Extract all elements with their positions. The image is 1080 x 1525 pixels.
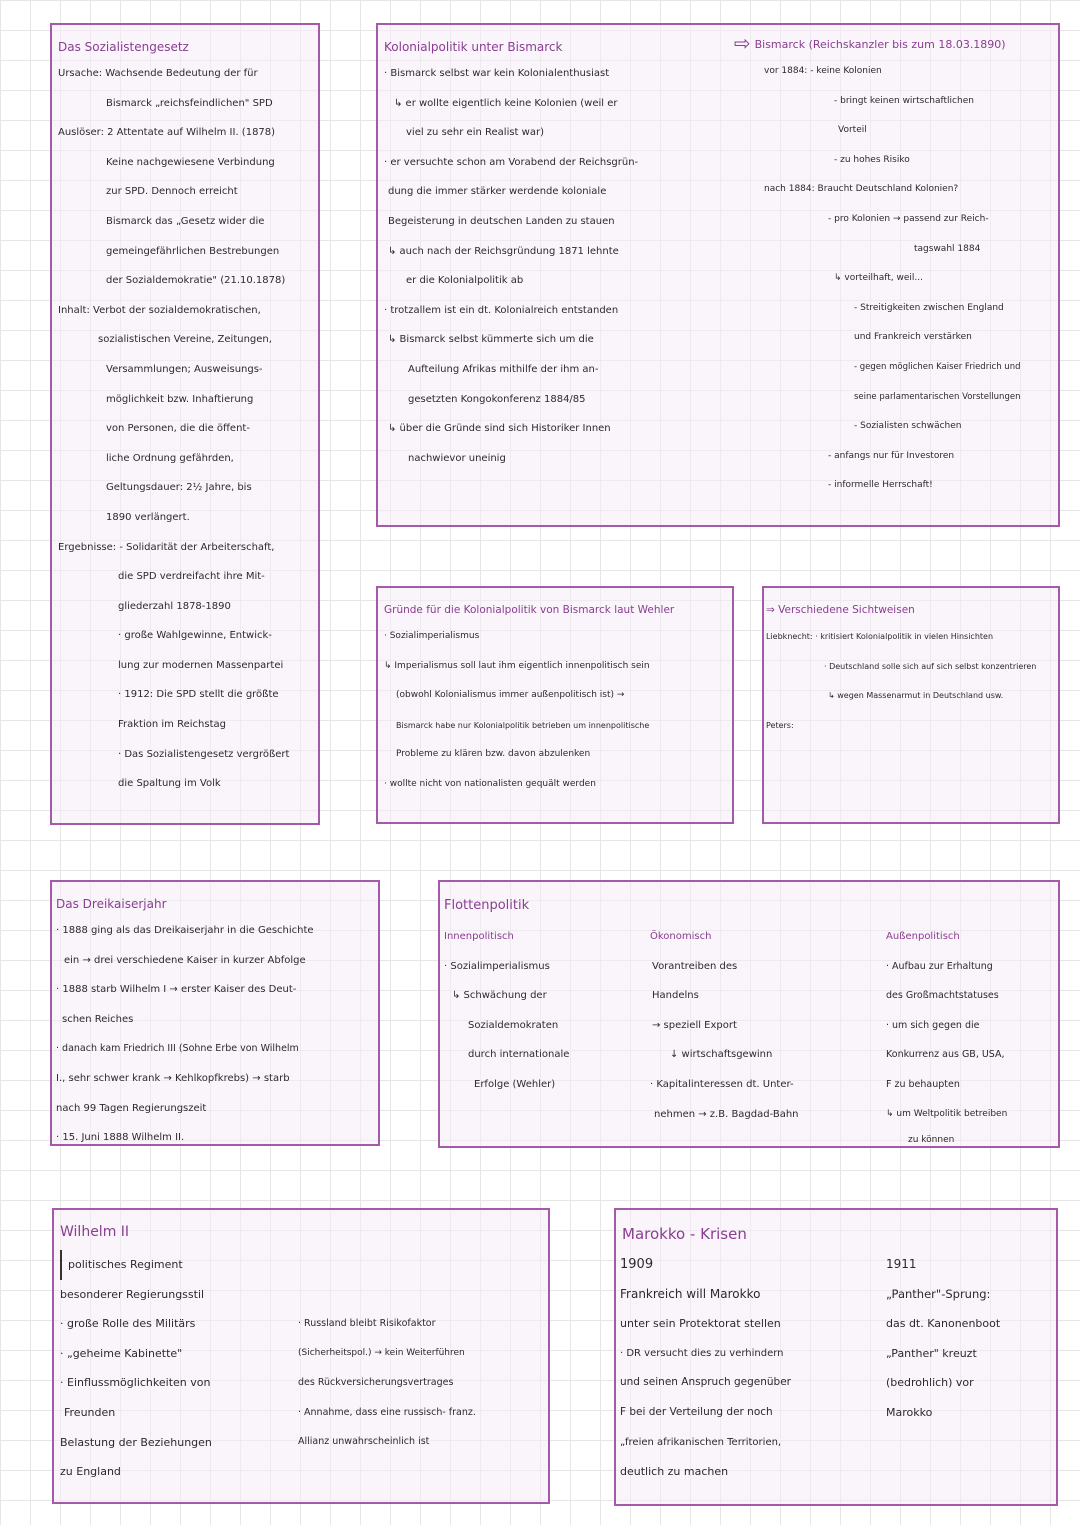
note-line: · Einflussmöglichkeiten von bbox=[60, 1376, 211, 1390]
box-wehler bbox=[376, 586, 734, 824]
note-line: Belastung der Beziehungen bbox=[60, 1435, 212, 1449]
note-line: ↳ auch nach der Reichsgründung 1871 lehnte bbox=[388, 245, 619, 257]
note-line: - informelle Herrschaft! bbox=[828, 480, 933, 491]
note-line: Sozialdemokraten bbox=[468, 1019, 559, 1031]
flotten-col-heading: Ökonomisch bbox=[650, 931, 712, 942]
note-line: seine parlamentarischen Vorstellungen bbox=[854, 391, 1021, 402]
box-kolonialpolitik bbox=[376, 23, 1060, 527]
note-line: · „geheime Kabinette" bbox=[60, 1346, 183, 1360]
note-line: 1909 bbox=[620, 1257, 654, 1272]
note-line: · Sozialimperialismus bbox=[384, 631, 480, 641]
note-line: - anfangs nur für Investoren bbox=[828, 450, 955, 461]
note-line: besonderer Regierungsstil bbox=[60, 1287, 205, 1301]
kolonialpolitik-column bbox=[384, 35, 754, 473]
note-line: F zu behaupten bbox=[886, 1078, 960, 1090]
note-line: · Das Sozialistengesetz vergrößert bbox=[118, 748, 290, 760]
note-line: der Sozialdemokratie" (21.10.1878) bbox=[106, 275, 286, 287]
box-wilhelm bbox=[52, 1208, 550, 1504]
note-line: viel zu sehr ein Realist war) bbox=[406, 127, 544, 139]
note-line: Ergebnisse: - Solidarität der Arbeiterschaft, bbox=[58, 541, 275, 553]
flotten-col-heading: Außenpolitisch bbox=[886, 931, 960, 942]
note-line: Freunden bbox=[64, 1405, 116, 1419]
note-line: unter sein Protektorat stellen bbox=[620, 1317, 781, 1331]
note-line: ein → drei verschiedene Kaiser in kurzer Abfolge bbox=[64, 954, 306, 966]
box-dreikaiserjahr bbox=[50, 880, 380, 1146]
note-line: zu können bbox=[908, 1135, 955, 1146]
note-line: (obwohl Kolonialismus immer außenpolitisch ist) → bbox=[396, 690, 625, 701]
note-line: er die Kolonialpolitik ab bbox=[406, 275, 524, 287]
note-line: ↓ wirtschaftsgewinn bbox=[670, 1049, 773, 1061]
note-line: · Kapitalinteressen dt. Unter- bbox=[650, 1078, 794, 1090]
note-line: Bismarck das „Gesetz wider die bbox=[106, 215, 265, 227]
note-line: → speziell Export bbox=[652, 1019, 737, 1031]
note-line: die Spaltung im Volk bbox=[118, 778, 221, 790]
note-line: · danach kam Friedrich III (Sohne Erbe von Wilhelm bbox=[56, 1043, 299, 1055]
marokko-1909-column bbox=[620, 1250, 886, 1487]
marokko-1911-column bbox=[886, 1250, 1056, 1428]
note-line: „freien afrikanischen Territorien, bbox=[620, 1436, 782, 1448]
note-line: - Streitigkeiten zwischen England bbox=[854, 302, 1004, 313]
note-line: · Annahme, dass eine russisch- franz. bbox=[298, 1406, 476, 1418]
note-line: ↳ um Weltpolitik betreiben bbox=[886, 1108, 1008, 1119]
note-line: · 1888 ging als das Dreikaiserjahr in die Geschichte bbox=[56, 925, 314, 936]
note-line: gliederzahl 1878-1890 bbox=[118, 600, 231, 612]
content-sozialistengesetz bbox=[58, 59, 318, 799]
title-dreikaiserjahr: Das Dreikaiserjahr bbox=[56, 897, 167, 911]
wilhelm-left-column bbox=[60, 1250, 296, 1487]
flotten-oekonomisch-column bbox=[650, 922, 882, 1129]
note-line: dung die immer stärker werdende koloniale bbox=[388, 186, 607, 198]
note-line: sozialistischen Vereine, Zeitungen, bbox=[98, 334, 272, 346]
arrow-right-icon: ⇨ bbox=[734, 31, 751, 55]
note-line: Liebknecht: · kritisiert Kolonialpolitik in vielen Hinsichten bbox=[766, 632, 994, 641]
box-sichtweisen bbox=[762, 586, 1060, 824]
flotten-col-heading: Innenpolitisch bbox=[444, 931, 514, 942]
title-sozialistengesetz: Das Sozialistengesetz bbox=[58, 40, 189, 54]
note-line: und Frankreich verstärken bbox=[854, 332, 972, 343]
note-line: Bismarck „reichsfeindlichen" SPD bbox=[106, 97, 273, 109]
note-line: - bringt keinen wirtschaftlichen bbox=[834, 95, 974, 106]
note-line: tagswahl 1884 bbox=[914, 243, 981, 254]
note-line: ↳ wegen Massenarmut in Deutschland usw. bbox=[828, 691, 1004, 701]
note-line: · 1912: Die SPD stellt die größte bbox=[118, 689, 279, 701]
note-line: durch internationale bbox=[468, 1049, 570, 1061]
note-line: · Russland bleibt Risikofaktor bbox=[298, 1318, 436, 1329]
wilhelm-right-column bbox=[298, 1309, 550, 1457]
note-line: schen Reiches bbox=[62, 1013, 134, 1025]
note-line: Handelns bbox=[652, 990, 699, 1002]
note-line: nehmen → z.B. Bagdad-Bahn bbox=[654, 1108, 799, 1120]
title-bismarck bbox=[734, 31, 1060, 57]
title-kolonialpolitik: Kolonialpolitik unter Bismarck bbox=[384, 40, 563, 54]
note-line: nachwievor uneinig bbox=[408, 452, 506, 464]
note-line: - zu hohes Risiko bbox=[834, 154, 910, 165]
note-line: gesetzten Kongokonferenz 1884/85 bbox=[408, 393, 586, 405]
note-line: - gegen möglichen Kaiser Friedrich und bbox=[854, 361, 1021, 372]
note-line: nach 1884: Braucht Deutschland Kolonien? bbox=[764, 184, 959, 195]
note-line: · 1888 starb Wilhelm I → erster Kaiser des Deut- bbox=[56, 984, 297, 996]
note-line: · Sozialimperialismus bbox=[444, 960, 550, 972]
note-line: Geltungsdauer: 2½ Jahre, bis bbox=[106, 482, 252, 494]
note-line: · Aufbau zur Erhaltung bbox=[886, 960, 993, 972]
box-marokko bbox=[614, 1208, 1058, 1506]
note-line: zur SPD. Dennoch erreicht bbox=[106, 186, 238, 198]
note-line: ↳ Imperialismus soll laut ihm eigentlich innenpolitisch sein bbox=[384, 660, 650, 671]
note-line: lung zur modernen Massenpartei bbox=[118, 659, 284, 671]
note-line: Keine nachgewiesene Verbindung bbox=[106, 156, 275, 168]
note-line: deutlich zu machen bbox=[620, 1465, 729, 1479]
title-wilhelm: Wilhelm II bbox=[60, 1224, 130, 1240]
note-line: Bismarck habe nur Kolonialpolitik betrieben um innenpolitische bbox=[396, 720, 650, 730]
note-line: Erfolge (Wehler) bbox=[474, 1078, 556, 1090]
flotten-aussenpolitisch-column bbox=[886, 922, 1060, 1148]
note-line: des Rückversicherungsvertrages bbox=[298, 1377, 454, 1389]
note-line: · große Rolle des Militärs bbox=[60, 1317, 196, 1331]
title-flottenpolitik: Flottenpolitik bbox=[444, 898, 530, 913]
note-line: · trotzallem ist ein dt. Kolonialreich entstanden bbox=[384, 304, 619, 316]
note-line: das dt. Kanonenboot bbox=[886, 1317, 1001, 1331]
title-sichtweisen: ⇒ Verschiedene Sichtweisen bbox=[766, 604, 915, 616]
note-line: vor 1884: - keine Kolonien bbox=[764, 66, 882, 76]
note-line: - Sozialisten schwächen bbox=[854, 421, 962, 432]
note-line: des Großmachtstatuses bbox=[886, 990, 999, 1002]
box-sozialistengesetz bbox=[50, 23, 320, 825]
note-line: · Bismarck selbst war kein Kolonialenthusiast bbox=[384, 68, 610, 79]
bismarck-heading: Bismarck (Reichskanzler bis zum 18.03.1890) bbox=[754, 38, 1006, 51]
note-line: Marokko bbox=[886, 1405, 933, 1419]
note-line: Inhalt: Verbot der sozialdemokratischen, bbox=[58, 304, 261, 316]
note-line: ↳ vorteilhaft, weil... bbox=[834, 273, 923, 284]
note-line: „Panther"-Sprung: bbox=[886, 1286, 991, 1301]
bismarck-column bbox=[734, 31, 1060, 501]
note-line: (bedrohlich) vor bbox=[886, 1376, 974, 1390]
note-line: · um sich gegen die bbox=[886, 1019, 980, 1031]
note-line: von Personen, die die öffent- bbox=[106, 423, 250, 435]
note-line: - pro Kolonien → passend zur Reich- bbox=[828, 213, 989, 224]
note-line: 1911 bbox=[886, 1257, 917, 1271]
note-line: Vorteil bbox=[838, 125, 867, 136]
note-line: nach 99 Tagen Regierungszeit bbox=[56, 1102, 207, 1114]
note-line: „Panther" kreuzt bbox=[886, 1346, 977, 1360]
note-line: · 15. Juni 1888 Wilhelm II. bbox=[56, 1132, 185, 1144]
note-line: Auslöser: 2 Attentate auf Wilhelm II. (1878) bbox=[58, 127, 276, 139]
note-line: Aufteilung Afrikas mithilfe der ihm an- bbox=[408, 363, 599, 375]
note-line: Konkurrenz aus GB, USA, bbox=[886, 1049, 1005, 1061]
note-line: Allianz unwahrscheinlich ist bbox=[298, 1436, 430, 1448]
note-line: · Deutschland solle sich auf sich selbst konzentrieren bbox=[824, 661, 1037, 671]
note-line: Begeisterung in deutschen Landen zu stauen bbox=[388, 215, 615, 227]
note-line: und seinen Anspruch gegenüber bbox=[620, 1376, 791, 1389]
note-line: ↳ Schwächung der bbox=[452, 990, 547, 1002]
title-wehler: Gründe für die Kolonialpolitik von Bismarck laut Wehler bbox=[384, 604, 675, 616]
note-line: I., sehr schwer krank → Kehlkopfkrebs) → starb bbox=[56, 1072, 290, 1084]
note-line: ↳ er wollte eigentlich keine Kolonien (weil er bbox=[394, 97, 618, 109]
note-line: ↳ Bismarck selbst kümmerte sich um die bbox=[388, 334, 594, 346]
note-line: · er versuchte schon am Vorabend der Reichsgrün- bbox=[384, 156, 639, 168]
box-flottenpolitik bbox=[438, 880, 1060, 1148]
note-line: Frankreich will Marokko bbox=[620, 1286, 761, 1301]
title-marokko: Marokko - Krisen bbox=[622, 1225, 747, 1243]
note-line: (Sicherheitspol.) → kein Weiterführen bbox=[298, 1347, 465, 1358]
note-line: Vorantreiben des bbox=[652, 960, 738, 972]
note-line: Peters: bbox=[766, 720, 794, 730]
note-line: ↳ über die Gründe sind sich Historiker Innen bbox=[388, 423, 611, 435]
note-line: Versammlungen; Ausweisungs- bbox=[106, 363, 263, 375]
note-line: · große Wahlgewinne, Entwick- bbox=[118, 630, 272, 642]
note-line: Probleme zu klären bzw. davon abzulenken bbox=[396, 749, 591, 760]
note-line: Ursache: Wachsende Bedeutung der für bbox=[58, 68, 258, 79]
note-line: möglichkeit bzw. Inhaftierung bbox=[106, 393, 254, 405]
note-line: politisches Regiment bbox=[60, 1250, 296, 1280]
flotten-innenpolitisch-column bbox=[444, 922, 644, 1100]
note-line: die SPD verdreifacht ihre Mit- bbox=[118, 571, 265, 583]
note-line: Fraktion im Reichstag bbox=[118, 719, 226, 731]
note-line: F bei der Verteilung der noch bbox=[620, 1405, 773, 1418]
note-line: 1890 verlängert. bbox=[106, 511, 190, 523]
note-line: liche Ordnung gefährden, bbox=[106, 452, 234, 464]
note-line: · wollte nicht von nationalisten gequält werden bbox=[384, 778, 596, 789]
note-line: · DR versucht dies zu verhindern bbox=[620, 1347, 784, 1359]
note-line: zu England bbox=[60, 1465, 121, 1479]
note-line: gemeingefährlichen Bestrebungen bbox=[106, 245, 280, 257]
